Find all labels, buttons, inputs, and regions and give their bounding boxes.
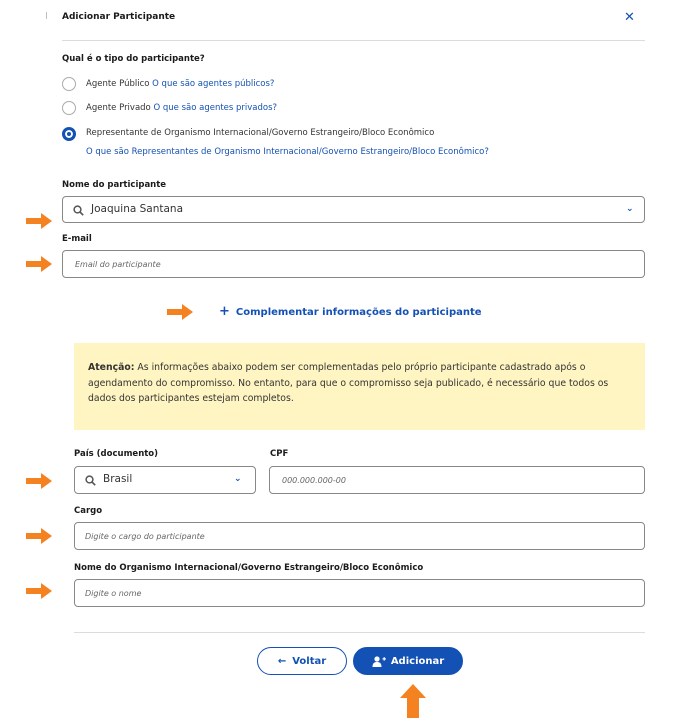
annotation-arrow-right-icon	[26, 583, 52, 599]
add-button[interactable]	[353, 647, 463, 675]
radio-representante[interactable]	[62, 127, 76, 141]
plus-icon: +	[219, 304, 230, 319]
email-field-label: E-mail	[62, 234, 92, 244]
annotation-arrow-right-icon	[26, 528, 52, 544]
option-agente-publico	[86, 79, 274, 89]
option-label: Agente Privado	[86, 103, 151, 113]
cpf-field-label: CPF	[270, 449, 289, 459]
email-input[interactable]	[62, 250, 645, 278]
role-input[interactable]	[74, 522, 645, 550]
back-label: Voltar	[292, 655, 327, 667]
participant-type-question: Qual é o tipo do participante?	[62, 54, 205, 64]
link-agentes-privados[interactable]: O que são agentes privados?	[153, 103, 278, 113]
option-representante-label: Representante de Organismo Internacional/Governo Estrangeiro/Bloco Econômico	[86, 128, 435, 138]
annotation-arrow-up-icon	[400, 684, 426, 718]
annotation-arrow-right-icon	[26, 256, 52, 272]
notice-text: As informações abaixo podem ser complementadas pelo próprio participante cadastrado após o agendamento do compromisso. No entanto, para que o compromisso seja publicado, é necessário que todos os dados dos participantes estejam completos.	[88, 362, 609, 404]
name-field-label: Nome do participante	[62, 180, 167, 190]
annotation-arrow-right-icon	[26, 473, 52, 489]
cpf-input[interactable]	[269, 466, 645, 494]
modal-title: Adicionar Participante	[62, 12, 176, 22]
country-field-label: País (documento)	[74, 449, 159, 459]
complement-info-link[interactable]	[219, 304, 482, 319]
radio-agente-publico[interactable]	[62, 77, 76, 91]
option-agente-privado	[86, 103, 277, 113]
annotation-arrow-right-icon	[167, 304, 193, 320]
add-user-icon	[372, 656, 386, 667]
chevron-down-icon[interactable]: ⌄	[626, 204, 634, 214]
link-representantes[interactable]: O que são Representantes de Organismo Internacional/Governo Estrangeiro/Bloco Econômico?	[86, 147, 489, 157]
email-placeholder: Email do participante	[75, 260, 161, 269]
participant-name-select[interactable]	[62, 196, 645, 223]
org-placeholder: Digite o nome	[85, 589, 142, 598]
link-agentes-publicos[interactable]: O que são agentes públicos?	[152, 79, 275, 89]
org-name-input[interactable]	[74, 579, 645, 607]
arrow-left-icon: ←	[277, 655, 287, 667]
option-label: Agente Público	[86, 79, 150, 89]
add-label: Adicionar	[390, 655, 445, 667]
participant-name-value: Joaquina Santana	[91, 203, 184, 215]
complement-info-label: Complementar informações do participante	[235, 307, 482, 318]
attention-notice	[74, 343, 645, 430]
notice-strong: Atenção:	[88, 362, 135, 373]
role-placeholder: Digite o cargo do participante	[85, 532, 205, 541]
cpf-placeholder: 000.000.000-00	[282, 476, 346, 485]
footer-divider	[74, 632, 645, 633]
header-divider	[62, 40, 645, 41]
country-value: Brasil	[103, 473, 133, 485]
chevron-down-icon[interactable]: ⌄	[234, 474, 242, 484]
back-button[interactable]	[257, 647, 347, 675]
close-icon[interactable]: ✕	[624, 10, 635, 25]
annotation-arrow-right-icon	[26, 213, 52, 229]
search-icon	[85, 475, 96, 486]
role-field-label: Cargo	[74, 506, 103, 516]
search-icon	[73, 205, 84, 216]
org-field-label: Nome do Organismo Internacional/Governo Estrangeiro/Bloco Econômico	[74, 563, 424, 573]
radio-agente-privado[interactable]	[62, 101, 76, 115]
country-select[interactable]	[74, 466, 256, 494]
header-tick	[46, 12, 47, 19]
